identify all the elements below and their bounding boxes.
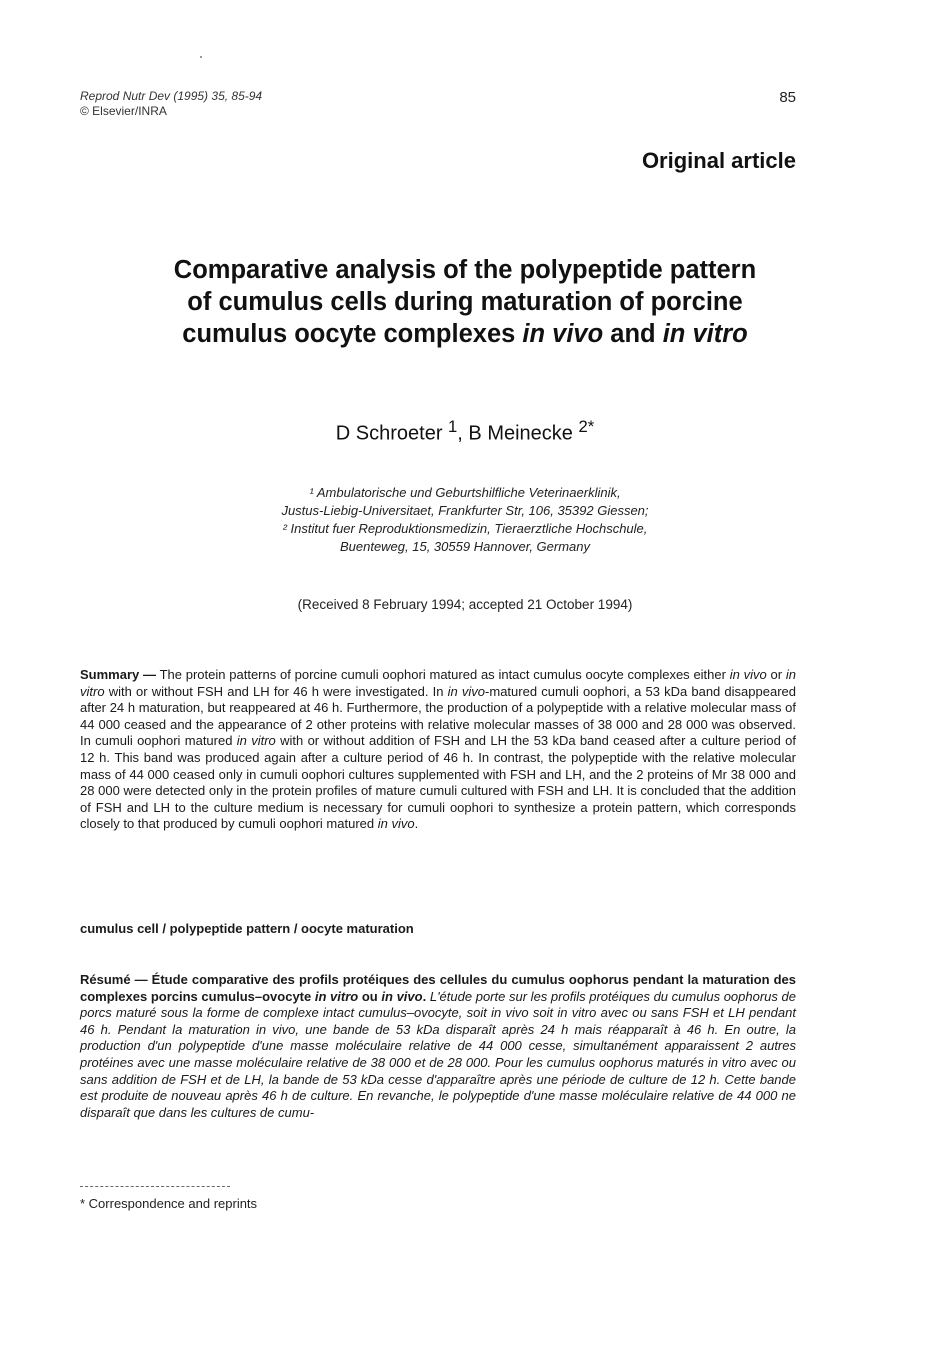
resume-heading-italic: in vivo: [381, 988, 423, 1004]
article-title: [80, 254, 850, 350]
affiliation-line: Justus-Liebig-Universitaet, Frankfurter Str, 106, 35392 Giessen;: [281, 503, 649, 518]
summary-text: The protein patterns of porcine cumuli oophori matured as intact cumulus oocyte complexes either: [156, 667, 730, 682]
author-list: [80, 417, 850, 446]
title-italic-in-vivo: in vivo: [522, 320, 604, 348]
affiliation-line: Buenteweg, 15, 30559 Hannover, Germany: [339, 539, 591, 554]
page-number: 85: [779, 89, 796, 106]
summary-label: Summary —: [80, 667, 157, 682]
resume-body: L'étude porte sur les profils protéiques du cumulus oophorus de porcs maturé sous la forme de complexe intact cumulus–ovocyte, soit in vivo soit in vitro avec ou sans FSH et LH pendant 46 h. Pendant la maturation in vivo, une bande de 53 kDa disparaît après 24 h mais réapparaît à 46 h. En outre, la production d'un polypeptide d'une masse moléculaire relative de 44 000 cesse, simultanément apparaissent 2 autres protéines avec une masse moléculaire relative de 38 000 et de 28 000. Pour les cumulus oophorus maturés in vitro avec ou sans addition de FSH et de LH, la bande de 53 kDa cesse d'apparaître après une période de culture de 12 h. Cette bande est produite de nouveau après 46 h de culture. En revanche, le polypeptide d'une masse moléculaire relative de 44 000 ne disparaît que dans les cultures de cumu-: [80, 988, 797, 1120]
summary-text: or: [766, 667, 786, 682]
summary-text: with or without FSH and LH for 46 h were investigated. In: [104, 683, 448, 699]
resume-heading: ou: [358, 988, 382, 1004]
footnote-rule: [80, 1186, 230, 1187]
summary-italic: in vivo: [447, 683, 486, 699]
affiliation-line: ¹ Ambulatorische und Geburtshilfliche Veterinaerklinik,: [309, 485, 621, 500]
keywords-line: cumulus cell / polypeptide pattern / oocyte maturation: [80, 921, 414, 936]
scan-speck: [200, 56, 202, 58]
summary-text: .: [414, 816, 419, 832]
footnote: * Correspondence and reprints: [80, 1196, 258, 1211]
resume-heading-italic: in vitro: [314, 988, 359, 1004]
author-2-affiliation-mark: 2*: [578, 417, 595, 436]
title-line-1: Comparative analysis of the polypeptide pattern: [173, 256, 757, 284]
summary-paragraph: [80, 667, 796, 833]
title-text: and: [603, 320, 663, 348]
received-dates: (Received 8 February 1994; accepted 21 October 1994): [297, 597, 633, 612]
summary-italic: in vivo: [729, 667, 767, 682]
summary-text: with or without addition of FSH and LH the 53 kDa band ceased after a culture period of 12 h. This band was produced again after a culture period of 46 h. In contrast, the polypeptide with the relative molecular mass of 44 000 ceased only in cumuli oophori cultures supplemented with FSH and LH, and the 2 proteins of Mr 38 000 and 28 000 were detected only in the protein profiles of mature cumuli cultured with FSH and LH. It is concluded that the addition of FSH and LH to the culture medium is necessary for cumuli oophori to synthesize a protein pattern, which corresponds closely to that produced by cumuli oophori matured: [80, 733, 796, 832]
author-separator: ,: [457, 422, 469, 445]
resume-heading: Résumé — Étude comparative des profils protéiques des cellules du cumulus oophorus pendant la maturation des complexes porcins cumulus–ovocyte: [80, 972, 796, 1004]
author-1: D Schroeter: [335, 422, 449, 445]
title-text: cumulus oocyte complexes: [182, 320, 523, 348]
summary-text: -matured cumuli oophori, a 53 kDa band disappeared after 24 h maturation, but reappeared at 46 h. Furthermore, the production of a polypeptide with a relative molecular mass of 44 000 ceased and the appearance of 2 other proteins with relative molecular masses of 38 000 and 28 000 was observed. In cumuli oophori matured: [80, 683, 796, 749]
summary-italic: in vivo: [377, 816, 415, 832]
journal-reference: [80, 89, 262, 119]
affiliations: [80, 484, 850, 556]
resume-paragraph: [80, 972, 796, 1121]
journal-citation: Reprod Nutr Dev (1995) 35, 85-94: [80, 89, 263, 103]
affiliation-line: ² Institut fuer Reproduktionsmedizin, Tieraerztliche Hochschule,: [282, 521, 648, 536]
author-2: B Meinecke: [468, 422, 579, 445]
title-italic-in-vitro: in vitro: [662, 320, 748, 348]
summary-italic: in vitro: [80, 667, 796, 699]
copyright-line: © Elsevier/INRA: [80, 104, 167, 118]
title-line-2: of cumulus cells during maturation of porcine: [187, 288, 743, 316]
resume-heading: .: [422, 988, 427, 1004]
summary-italic: in vitro: [236, 733, 276, 749]
author-1-affiliation-mark: 1: [448, 417, 458, 436]
article-type-heading: Original article: [641, 148, 796, 173]
title-line-3: [80, 318, 850, 350]
